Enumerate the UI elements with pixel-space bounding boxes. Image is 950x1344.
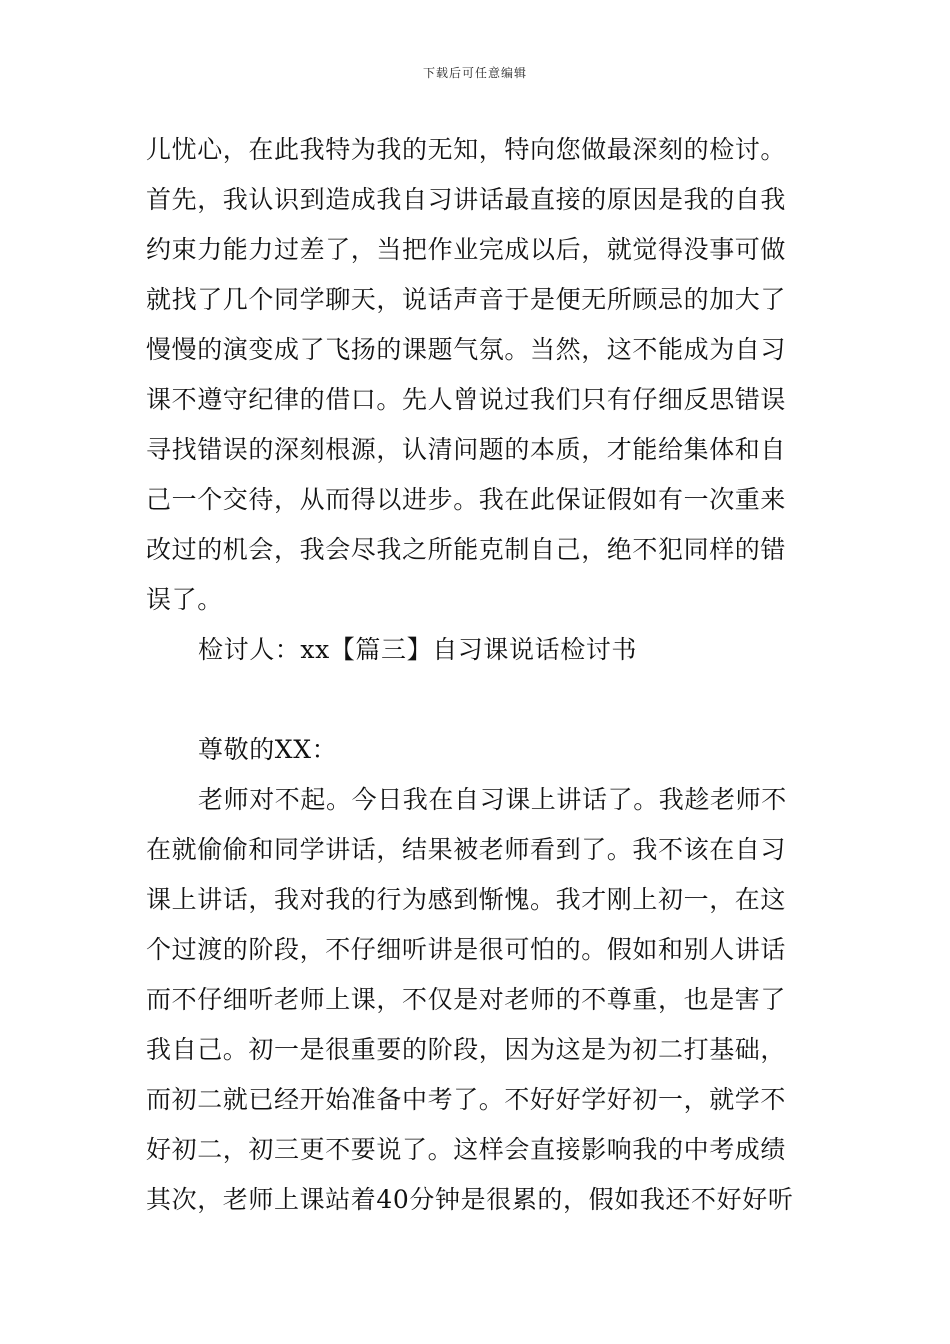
text-line: 个过渡的阶段，不仔细听讲是很可怕的。假如和别人讲话 — [146, 935, 787, 964]
text-line: 误了。 — [146, 585, 223, 614]
text-line: 约束力能力过差了，当把作业完成以后，就觉得没事可做 — [146, 235, 787, 264]
salutation: 尊敬的XX： — [198, 735, 338, 764]
text-line: 首先，我认识到造成我自习讲话最直接的原因是我的自我 — [146, 185, 787, 214]
text-line: 在就偷偷和同学讲话，结果被老师看到了。我不该在自习 — [146, 835, 787, 864]
text-line: 慢慢的演变成了飞扬的课题气氛。当然，这不能成为自习 — [146, 335, 787, 364]
text-line: 己一个交待，从而得以进步。我在此保证假如有一次重来 — [146, 485, 787, 514]
text-line: 我自己。初一是很重要的阶段，因为这是为初二打基础， — [146, 1035, 787, 1064]
text-line: 好初二，初三更不要说了。这样会直接影响我的中考成绩 — [146, 1135, 787, 1164]
text-line: 儿忧心，在此我特为我的无知，特向您做最深刻的检讨。 — [146, 135, 787, 164]
text-line: 其次，老师上课站着40分钟是很累的，假如我还不好好听 — [146, 1185, 794, 1214]
text-line: 就找了几个同学聊天，说话声音于是便无所顾忌的加大了 — [146, 285, 787, 314]
text-line: 课不遵守纪律的借口。先人曾说过我们只有仔细反思错误 — [146, 385, 787, 414]
text-line: 而初二就已经开始准备中考了。不好好学好初一，就学不 — [146, 1085, 787, 1114]
text-line: 寻找错误的深刻根源，认清问题的本质，才能给集体和自 — [146, 435, 787, 464]
text-line: 改过的机会，我会尽我之所能克制自己，绝不犯同样的错 — [146, 535, 787, 564]
document-body — [146, 125, 810, 1225]
text-line: 而不仔细听老师上课，不仅是对老师的不尊重，也是害了 — [146, 985, 787, 1014]
blank-line — [146, 675, 810, 725]
signature-and-heading: 检讨人：xx【篇三】自习课说话检讨书 — [198, 635, 637, 664]
page-header-note: 下载后可任意编辑 — [422, 66, 527, 80]
text-line: 课上讲话，我对我的行为感到惭愧。我才刚上初一，在这 — [146, 885, 787, 914]
text-line: 老师对不起。今日我在自习课上讲话了。我趁老师不 — [198, 785, 787, 814]
